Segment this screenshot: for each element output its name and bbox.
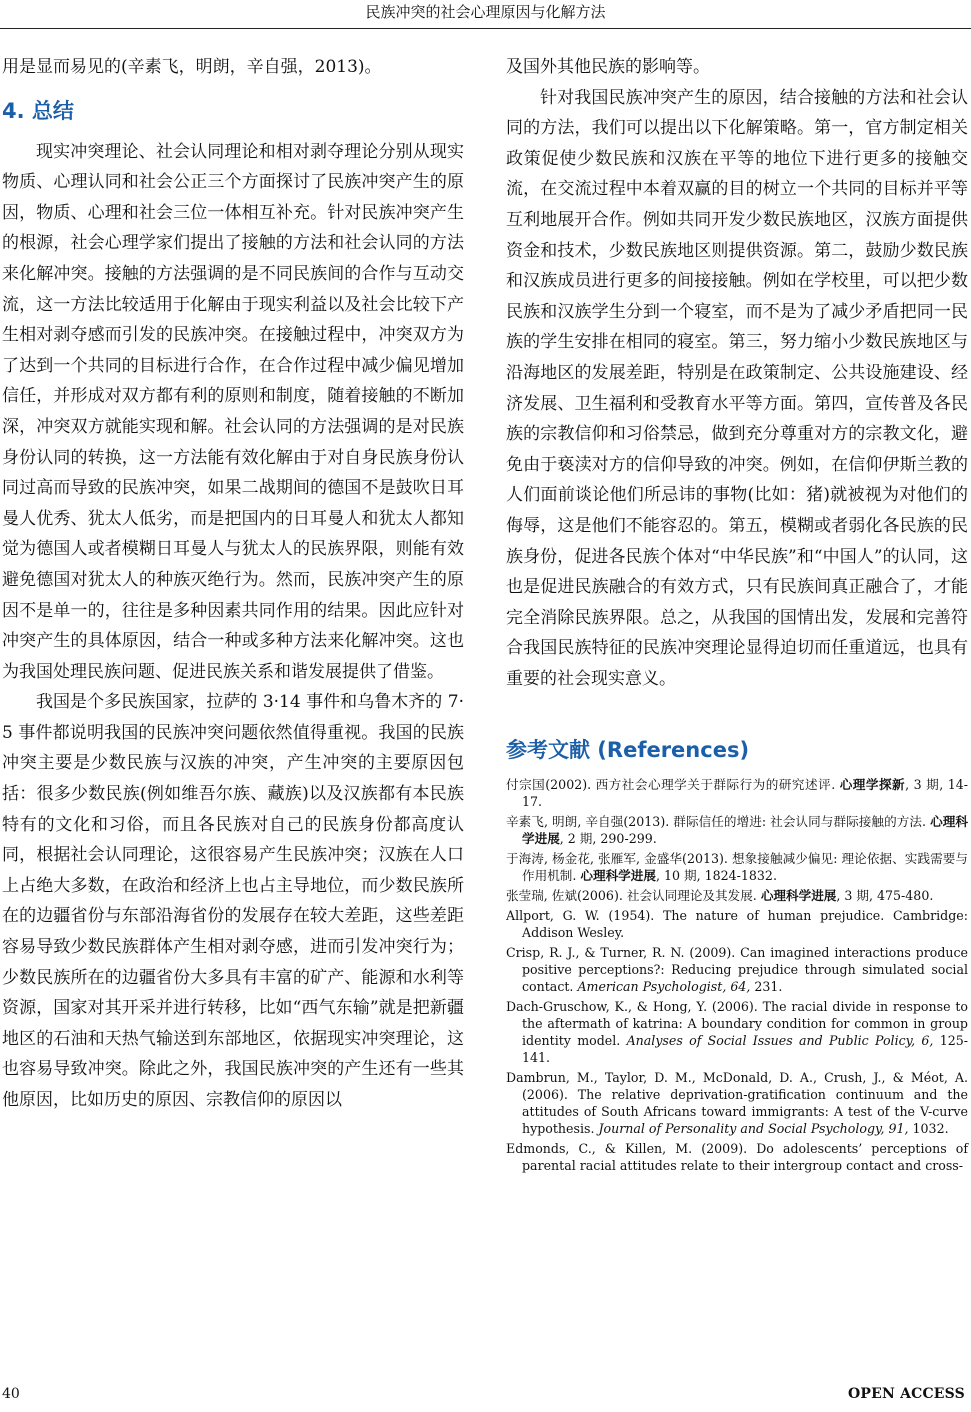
reference-item: 张莹瑞, 佐斌(2006). 社会认同理论及其发展. 心理科学进展, 3 期, 475-480. <box>506 888 934 904</box>
reference-item: Allport, G. W. (1954). The nature of human prejudice. Cambridge: Addison Wesley. <box>506 908 968 941</box>
summary-paragraph-1: 现实冲突理论、社会认同理论和相对剥夺理论分别从现实物质、心理认同和社会公正三个方面探讨了民族冲突产生的原因，物质、心理和社会三位一体相互补充。针对民族冲突产生的根源，社会心理学家们提出了接触的方法和社会认同的方法来化解冲突。接触的方法强调的是不同民族间的合作与互动交流，这一方法比较适用于化解由于现实利益以及社会比较下产生相对剥夺感而引发的民族冲突。在接触过程中，冲突双方为了达到一个共同的目标进行合作，在合作过程中减少偏见增加信任，并形成对双方都有利的原则和制度，随着接触的不断加深，冲突双方就能实现和解。社会认同的方法强调的是对民族身份认同的转换，这一方法能有效化解由于对自身民族身份认同过高而导致的民族冲突，如果二战期间的德国不是鼓吹日耳曼人优秀、犹太人低劣，而是把国内的日耳曼人和犹太人都知觉为德国人或者模糊日耳曼人与犹太人的民族界限，则能有效避免德国对犹太人的种族灭绝行为。然而，民族冲突产生的原因不是单一的，往往是多种因素共同作用的结果。因此应针对冲突产生的具体原因，结合一种或多种方法来化解冲突。这也为我国处理民族问题、促进民族关系和谐发展提供了借鉴。 <box>2 141 464 682</box>
summary-paragraph-2: 我国是个多民族国家，拉萨的 3·14 事件和乌鲁木齐的 7·5 事件都说明我国的民族冲突问题依然值得重视。我国的民族冲突主要是少数民族与汉族的冲突，产生冲突的主要原因包括：很多少数民族(例如维吾尔族、藏族)以及汉族都有本民族特有的文化和习俗，而且各民族对自己的民族身份都高度认同，根据社会认同理论，这很容易产生民族冲突；汉族在人口上占绝大多数，在政治和经济上也占主导地位，而少数民族所在的边疆省份与东部沿海省份的发展存在较大差距，这些差距容易导致少数民族群体产生相对剥夺感，进而引发冲突行为；少数民族所在的边疆省份大多具有丰富的矿产、能源和水利等资源，国家对其开采并进行转移，比如“西气东输”就是把新疆地区的石油和天热气输送到东部地区，依据现实冲突理论，这也容易导致冲突。除此之外，我国民族冲突的产生还有一些其他原因，比如历史的原因、宗教信仰的原因以 <box>2 692 464 1110</box>
page-footer <box>0 1386 971 1406</box>
reference-item: Crisp, R. J., & Turner, R. N. (2009). Can imagined interactions produce positive perceptions?: Reducing prejudice through simulated social contact. American Psychologist, 64, 231. <box>506 945 968 995</box>
reference-item: Edmonds, C., & Killen, M. (2009). Do adolescents’ perceptions of parental racial attitudes relate to their intergroup contact and cross- <box>506 1141 968 1174</box>
reference-item: Dambrun, M., Taylor, D. M., McDonald, D. A., Crush, J., & Méot, A. (2006). The relative deprivation-gratification continuum and the attitudes of South Africans toward immigrants: A test of the V-curve hypothesis. Journal of Personality and Social Psychology, 91, 1032. <box>506 1070 968 1137</box>
reference-item: 付宗国(2002). 西方社会心理学关于群际行为的研究述评. 心理学探新, 3 期, 14-17. <box>506 777 969 810</box>
open-access-label: OPEN ACCESS <box>848 1386 965 1402</box>
running-header <box>0 0 971 29</box>
references-heading: 参考文献 (References) <box>506 738 750 763</box>
running-title: 民族冲突的社会心理原因与化解方法 <box>365 3 606 21</box>
references-list <box>506 776 968 1174</box>
lead-in-text: 用是显而易见的(辛素飞，明朗，辛自强，2013)。 <box>2 57 382 77</box>
right-column <box>506 52 968 1177</box>
left-column <box>2 52 464 1116</box>
strategy-paragraph: 针对我国民族冲突产生的原因，结合接触的方法和社会认同的方法，我们可以提出以下化解策略。第一，官方制定相关政策促使少数民族和汉族在平等的地位下进行更多的接触交流，在交流过程中本着双赢的目的树立一个共同的目标并平等互利地展开合作。例如共同开发少数民族地区，汉族方面提供资金和技术，少数民族地区则提供资源。第二，鼓励少数民族和汉族成员进行更多的间接接触。例如在学校里，可以把少数民族和汉族学生分到一个寝室，而不是为了减少矛盾把同一民族的学生安排在相同的寝室。第三，努力缩小少数民族地区与沿海地区的发展差距，特别是在政策制定、公共设施建设、经济发展、卫生福利和受教育水平等方面。第四，宣传普及各民族的宗教信仰和习俗禁忌，做到充分尊重对方的宗教文化，避免由于亵渎对方的信仰导致的冲突。例如，在信仰伊斯兰教的人们面前谈论他们所忌讳的事物(比如：猪)就被视为对他们的侮辱，这是他们不能容忍的。第五，模糊或者弱化各民族的民族身份，促进各民族个体对“中华民族”和“中国人”的认同，这也是促进民族融合的有效方式，只有民族间真正融合了，才能完全消除民族界限。总之，从我国的国情出发，发展和完善符合我国民族特征的民族冲突理论显得迫切而任重道远，也具有重要的社会现实意义。 <box>506 87 968 689</box>
reference-item: 辛素飞, 明朗, 辛自强(2013). 群际信任的增进: 社会认同与群际接触的方法. 心理科学进展, 2 期, 290-299. <box>506 814 968 847</box>
section-heading-summary: 4. 总结 <box>2 98 74 123</box>
page-number: 40 <box>2 1386 20 1402</box>
continuation-text: 及国外其他民族的影响等。 <box>506 57 710 77</box>
reference-item: Dach-Gruschow, K., & Hong, Y. (2006). The racial divide in response to the aftermath of katrina: A boundary condition for common in group identity model. Analyses of Social Issues and Public Policy, 6, 125-141. <box>506 999 969 1066</box>
reference-item: 于海涛, 杨金花, 张雁军, 金盛华(2013). 想象接触减少偏见: 理论依据、实践需要与作用机制. 心理科学进展, 10 期, 1824-1832. <box>506 851 968 884</box>
